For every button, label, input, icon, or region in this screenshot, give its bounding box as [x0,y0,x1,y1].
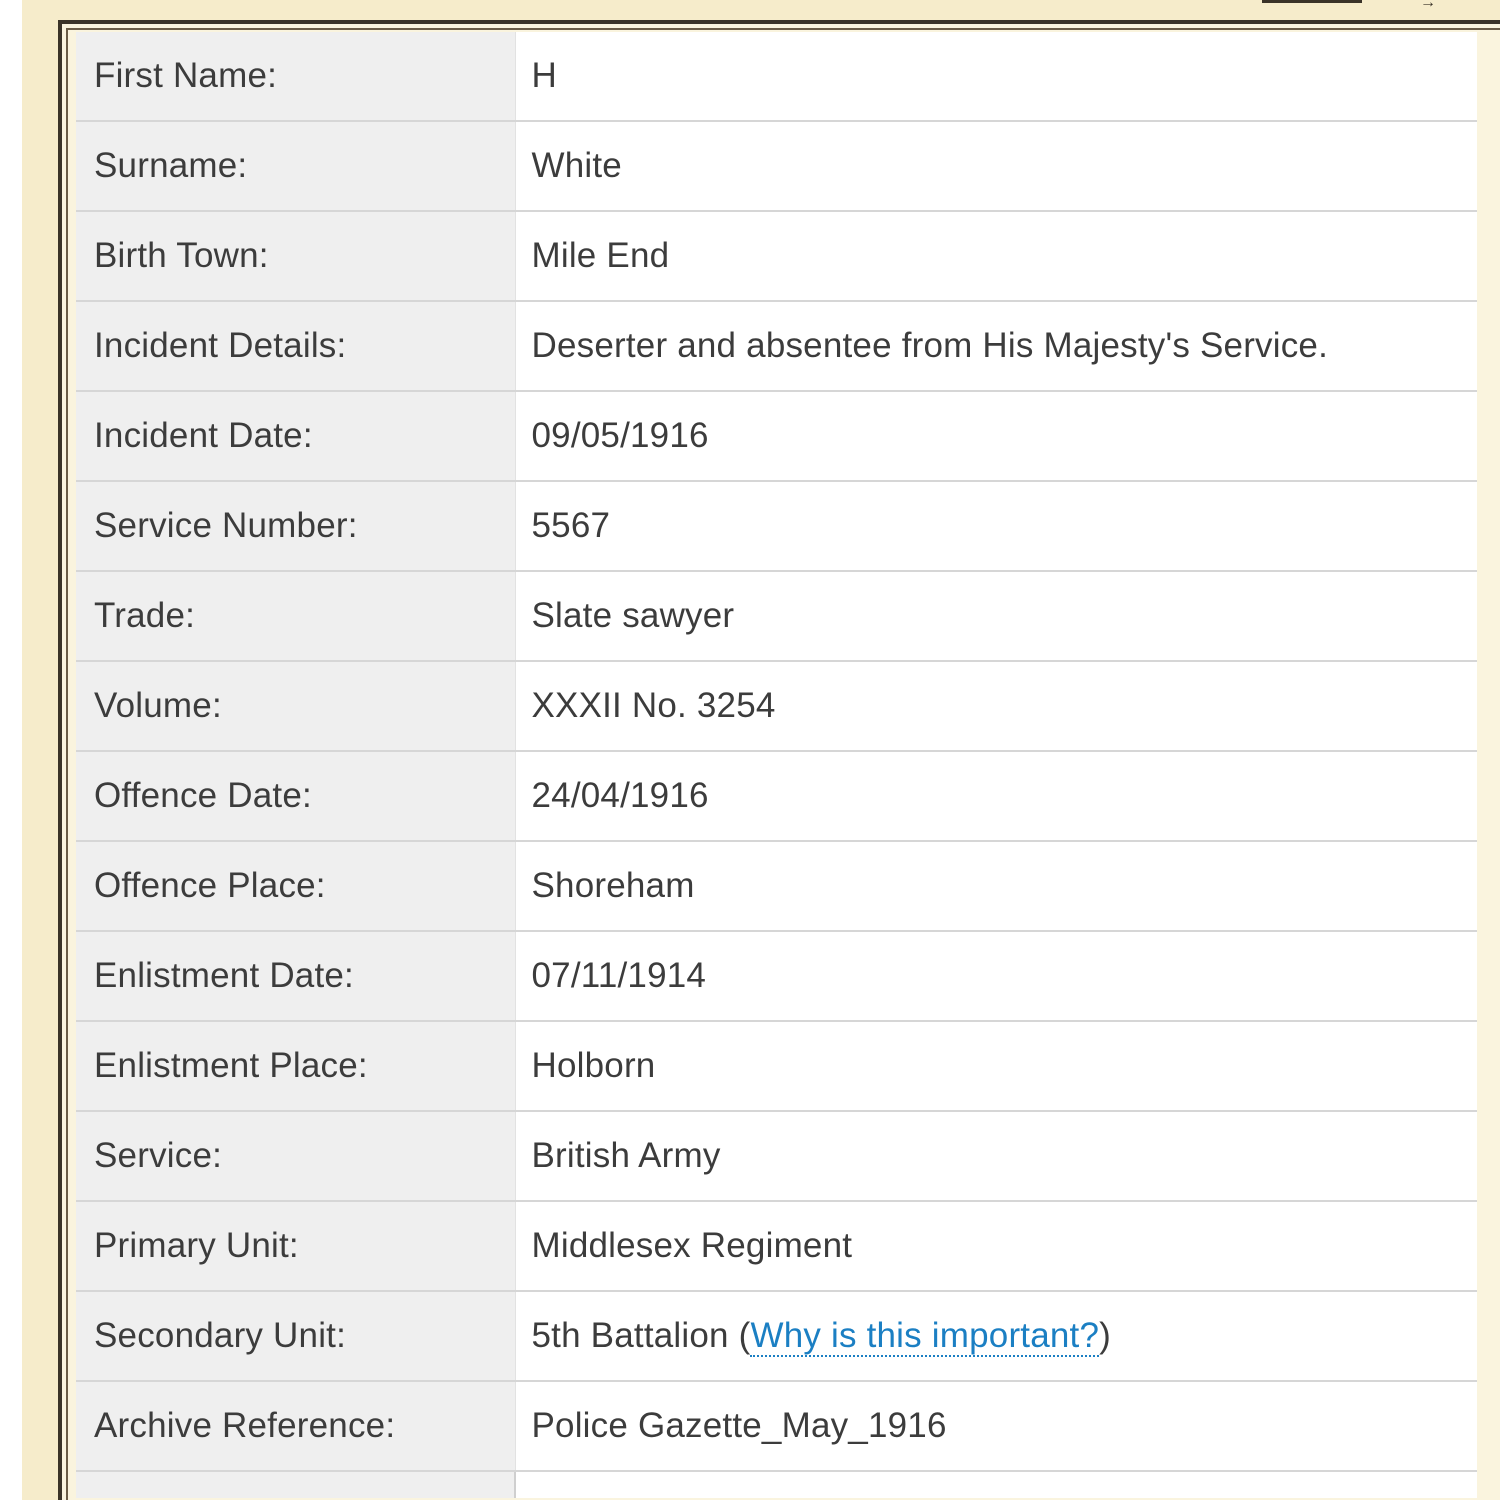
paren-open: ( [728,1316,751,1355]
row-label: Surname: [76,121,515,211]
table-row [76,1291,1477,1381]
row-label: First Name: [76,32,515,121]
row-label-empty [76,1471,515,1498]
row-value: 5567 [515,481,1477,571]
row-label: Primary Unit: [76,1201,515,1291]
why-important-link[interactable]: Why is this important? [750,1316,1100,1355]
row-value: 24/04/1916 [515,751,1477,841]
table-row [76,391,1477,481]
table-row [76,32,1477,121]
table-row [76,841,1477,931]
row-label: Trade: [76,571,515,661]
table-row [76,301,1477,391]
row-label: Enlistment Place: [76,1021,515,1111]
row-value: Middlesex Regiment [515,1201,1477,1291]
row-label: Secondary Unit: [76,1291,515,1381]
row-label: Service: [76,1111,515,1201]
row-value: White [515,121,1477,211]
table-row-partial [76,1471,1477,1498]
table-row [76,1381,1477,1471]
row-value: XXXII No. 3254 [515,661,1477,751]
secondary-unit-value: 5th Battalion [531,1316,729,1355]
table-row [76,931,1477,1021]
frame-decoration [1262,0,1362,3]
row-label: Volume: [76,661,515,751]
table-row [76,1021,1477,1111]
row-label: Enlistment Date: [76,931,515,1021]
table-row [76,121,1477,211]
record-details-table [76,32,1477,1498]
row-value: Holborn [515,1021,1477,1111]
table-row [76,571,1477,661]
row-value: Mile End [515,211,1477,301]
row-label: Offence Date: [76,751,515,841]
row-value: Shoreham [515,841,1477,931]
row-label: Service Number: [76,481,515,571]
row-value [515,1291,1477,1381]
table-row [76,211,1477,301]
table-row [76,481,1477,571]
row-value: H [515,32,1477,121]
row-value: British Army [515,1111,1477,1201]
row-value: Deserter and absentee from His Majesty's Service. [515,301,1477,391]
table-row [76,661,1477,751]
row-value: 07/11/1914 [515,931,1477,1021]
row-label: Offence Place: [76,841,515,931]
row-label: Birth Town: [76,211,515,301]
row-value: Slate sawyer [515,571,1477,661]
paren-close: ) [1099,1316,1112,1355]
row-value: 09/05/1916 [515,391,1477,481]
row-label: Incident Date: [76,391,515,481]
row-label: Archive Reference: [76,1381,515,1471]
arrow-icon: → [1420,0,1436,11]
table-row [76,1111,1477,1201]
table-row [76,1201,1477,1291]
table-row [76,751,1477,841]
row-value-empty [515,1471,1477,1498]
row-label: Incident Details: [76,301,515,391]
row-value: Police Gazette_May_1916 [515,1381,1477,1471]
